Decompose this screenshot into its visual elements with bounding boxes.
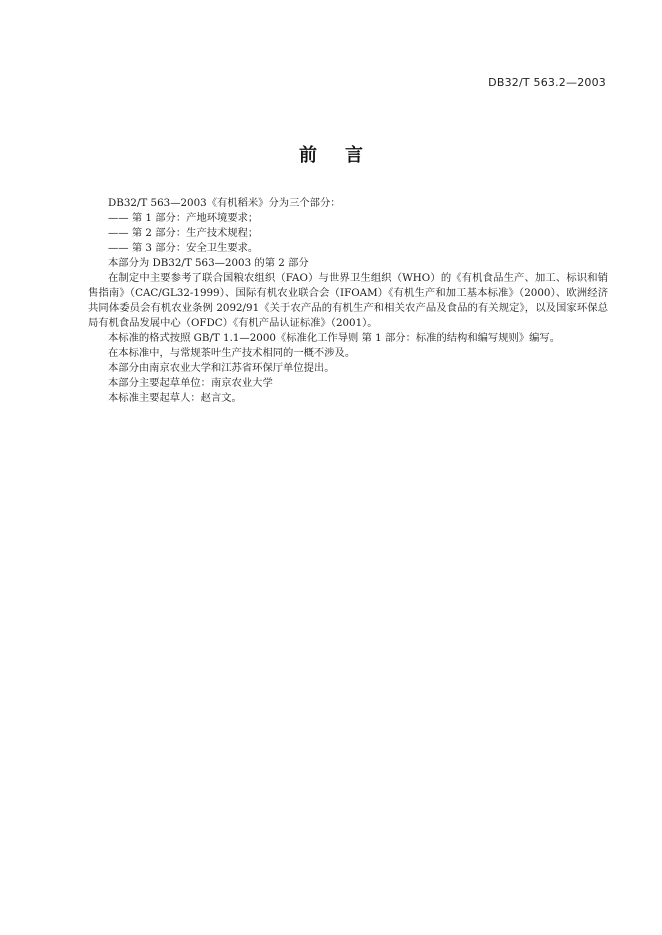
paragraph-proposer: 本部分由南京农业大学和江苏省环保厅单位提出。 (108, 362, 335, 374)
paragraph-drafter: 本标准主要起草人：赵言文。 (108, 392, 242, 404)
list-item-part-2: —— 第 2 部分：生产技术规程； (108, 227, 259, 239)
list-item-part-1: —— 第 1 部分：产地环境要求； (108, 212, 259, 224)
page-title: 前言 (299, 145, 391, 166)
paragraph-intro: DB32/T 563—2003《有机稻米》分为三个部分： (108, 197, 341, 209)
list-item-part-3: —— 第 3 部分：安全卫生要求。 (108, 242, 259, 254)
paragraph-scope: 在本标准中，与常规茶叶生产技术相同的一概不涉及。 (108, 347, 356, 359)
paragraph-format: 本标准的格式按照 GB/T 1.1—2000《标准化工作导则 第 1 部分：标准的结构和编写规则》编写。 (108, 332, 561, 344)
paragraph-this-part: 本部分为 DB32/T 563—2003 的第 2 部分 (108, 257, 309, 269)
paragraph-drafting-unit: 本部分主要起草单位：南京农业大学 (108, 377, 273, 389)
document-id: DB32/T 563.2—2003 (488, 76, 606, 89)
foreword-body (88, 196, 608, 406)
paragraph-references: 在制定中主要参考了联合国粮农组织（FAO）与世界卫生组织（WHO）的《有机食品生产、加工、标识和销售指南》（CAC/GL32-1999）、国际有机农业联合会（IFOAM）《有机生产和加工基本标准》（2000）、欧洲经济共同体委员会有机农业条例 2092/91《关于农产品的有机生产和相关农产品及食品的有关规定》，以及国家环保总局有机食品发展中心（OFDC）《有机产品认证标准》（2001）。 (88, 272, 608, 329)
